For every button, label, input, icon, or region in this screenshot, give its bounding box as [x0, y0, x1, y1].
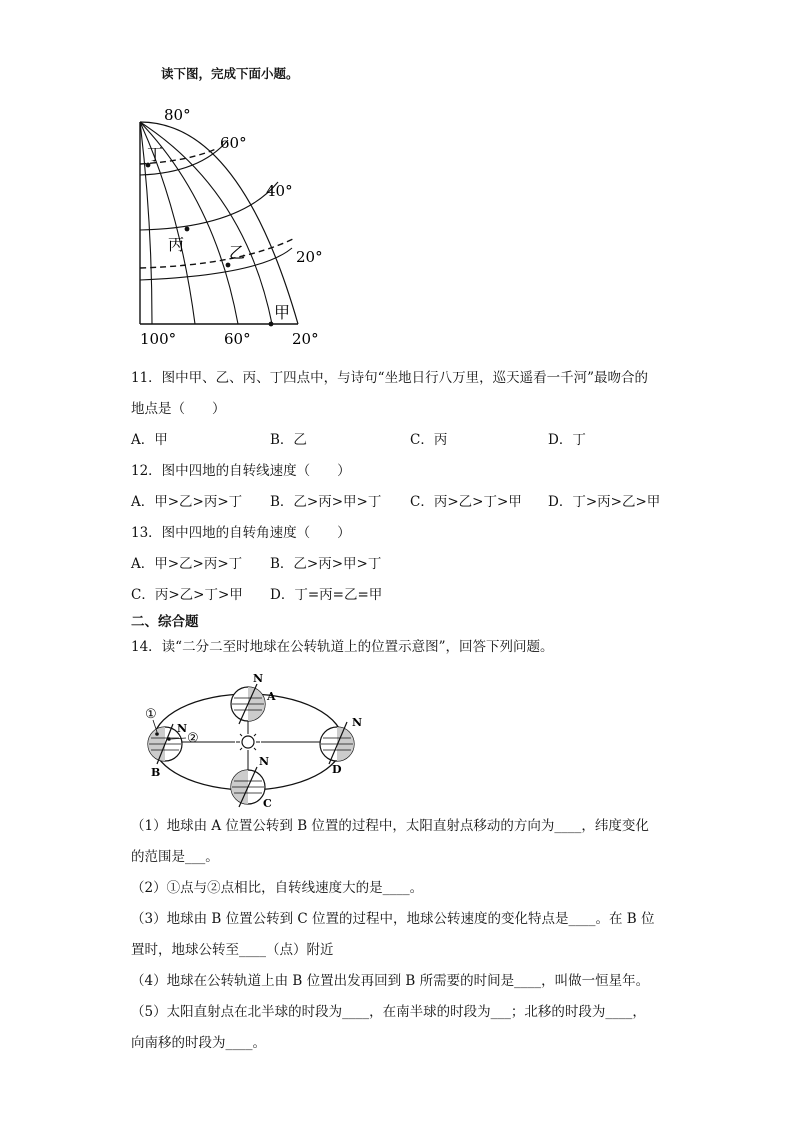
point-label-yi: 乙 — [229, 243, 246, 262]
orbit-label-n-c: N — [259, 755, 270, 768]
q12-option-a: A．甲>乙>丙>丁 — [131, 494, 243, 510]
q12-option-d: D．丁>丙>乙>甲 — [548, 494, 661, 510]
q13-stem: 13．图中四地的自转角速度（ ） — [131, 525, 351, 541]
q14-sub2: （2）①点与②点相比，自转线速度大的是____。 — [131, 880, 424, 896]
point-label-1: ① — [145, 707, 157, 722]
orbit-label-c: C — [263, 797, 272, 810]
q11-option-a: A．甲 — [131, 432, 168, 448]
q14-sub5-line2: 向南移的时段为____。 — [131, 1035, 266, 1051]
lon-label-20: 20° — [292, 330, 319, 348]
point-label-bing: 丙 — [168, 235, 185, 254]
q12-stem: 12．图中四地的自转线速度（ ） — [131, 463, 351, 479]
point-label-2: ② — [187, 731, 199, 746]
q14-sub1-line2: 的范围是___。 — [131, 849, 219, 865]
orbit-label-d: D — [332, 763, 342, 776]
q13-option-d: D．丁=丙=乙=甲 — [270, 587, 383, 603]
intro-text: 读下图，完成下面小题。 — [161, 66, 299, 81]
q11-stem-line1: 11．图中甲、乙、丙、丁四点中，与诗句“坐地日行八万里，巡天遥看一千河”最吻合的 — [131, 370, 648, 386]
q14-sub5-line1: （5）太阳直射点在北半球的时段为____，在南半球的时段为___；北移的时段为____， — [131, 1004, 646, 1020]
lon-label-60: 60° — [224, 330, 251, 348]
earth-c — [231, 767, 265, 807]
orbit-label-n-b: N — [177, 722, 188, 735]
q12-option-c: C．丙>乙>丁>甲 — [410, 494, 522, 510]
q11-option-b: B．乙 — [270, 432, 307, 448]
lat-label-80: 80° — [164, 106, 191, 124]
q13-option-b: B．乙>丙>甲>丁 — [270, 556, 382, 572]
q13-option-a: A．甲>乙>丙>丁 — [131, 556, 243, 572]
earth-orbit-diagram — [135, 668, 375, 810]
q11-option-c: C．丙 — [410, 432, 448, 448]
lat-label-20: 20° — [296, 248, 323, 266]
q11-option-d: D．丁 — [548, 432, 586, 448]
point-label-jia: 甲 — [274, 303, 291, 322]
point-label-ding: 丁 — [147, 145, 164, 164]
q11-stem-line2: 地点是（ ） — [131, 401, 226, 417]
q12-option-b: B．乙>丙>甲>丁 — [270, 494, 382, 510]
q14-sub1-line1: （1）地球由 A 位置公转到 B 位置的过程中，太阳直射点移动的方向为____，纬度变化 — [131, 818, 649, 834]
q14-sub3-line1: （3）地球由 B 位置公转到 C 位置的过程中，地球公转速度的变化特点是____。在 B 位 — [131, 911, 655, 927]
q13-option-c: C．丙>乙>丁>甲 — [131, 587, 243, 603]
q14-stem: 14．读“二分二至时地球在公转轨道上的位置示意图”，回答下列问题。 — [131, 639, 554, 655]
latitude-longitude-map — [120, 100, 350, 355]
q14-sub4: （4）地球在公转轨道上由 B 位置出发再回到 B 所需要的时间是____，叫做一恒星年。 — [131, 973, 650, 989]
orbit-label-a: A — [267, 690, 276, 703]
section-heading: 二、综合题 — [131, 614, 199, 630]
lat-label-40: 40° — [266, 182, 293, 200]
orbit-label-b: B — [151, 766, 161, 779]
q14-sub3-line2: 置时，地球公转至____（点）附近 — [131, 942, 334, 958]
earth-d — [320, 722, 354, 764]
lon-label-100: 100° — [140, 330, 177, 348]
orbit-label-n-a: N — [253, 672, 264, 685]
earth-a — [231, 684, 265, 724]
sun-icon — [236, 730, 260, 754]
lat-label-60: 60° — [220, 134, 247, 152]
orbit-label-n-d: N — [352, 716, 363, 729]
